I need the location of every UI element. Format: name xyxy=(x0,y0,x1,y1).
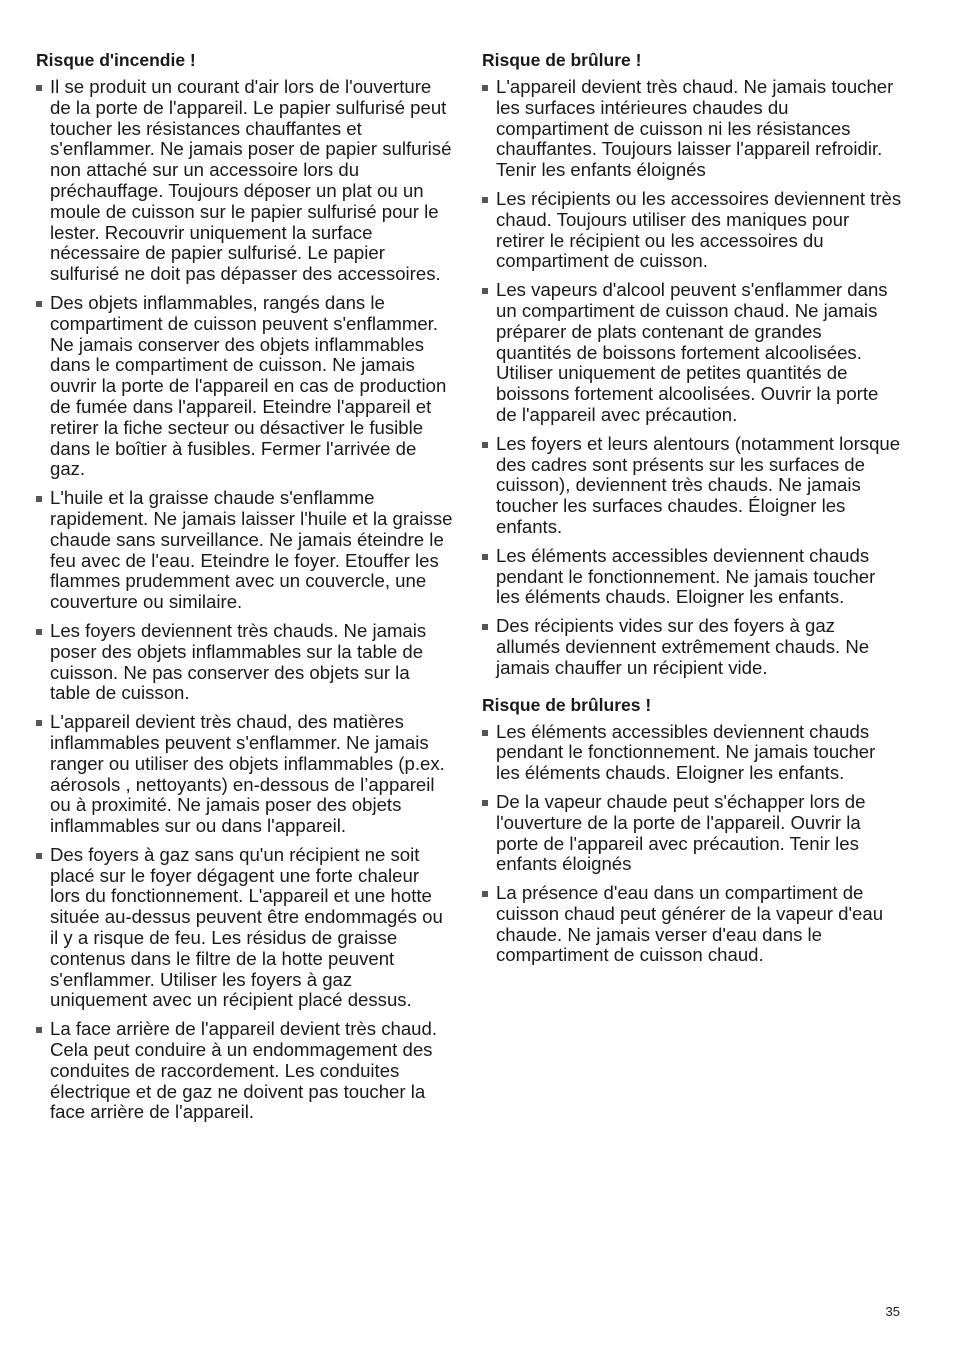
square-bullet-icon xyxy=(482,730,488,736)
right-column xyxy=(482,50,902,974)
list-item-text: Des objets inflammables, rangés dans le compartiment de cuisson peuvent s'enflammer. Ne jamais conserver des objets inflammables dans le compartiment de cuisson. Ne jamais ouvrir la porte de l'appareil en cas de production de fumée dans l'appareil. Eteindre l'appareil et retirer la fiche secteur ou désactiver le fusible dans le boîtier à fusibles. Fermer l'arrivée de gaz. xyxy=(50,291,447,480)
square-bullet-icon xyxy=(36,1027,42,1033)
list-item xyxy=(482,722,902,784)
square-bullet-icon xyxy=(36,301,42,307)
list-item-text: La présence d'eau dans un compartiment de cuisson chaud peut générer de la vapeur d'eau chaude. Ne jamais verser d'eau dans le compartiment de cuisson chaud. xyxy=(496,882,884,966)
list-item-text: L'appareil devient très chaud, des matières inflammables peuvent s'enflammer. Ne jamais ranger ou utiliser des objets inflammables (p.ex. aérosols , nettoyants) en-dessous de l’appareil ou à proximité. Ne jamais poser des objets inflammables sur ou dans l'appareil. xyxy=(50,711,445,837)
list-item xyxy=(36,488,454,613)
list-item xyxy=(482,616,902,678)
list-item-text: Des foyers à gaz sans qu'un récipient ne soit placé sur le foyer dégagent une forte chaleur lors du fonctionnement. L'appareil et une hotte située au-dessus peuvent être endommagés ou il y a risque de feu. Les résidus de graisse contenus dans le filtre de la hotte peuvent s'enflammer. Utiliser les foyers à gaz uniquement avec un récipient placé dessus. xyxy=(50,843,443,1011)
list-item xyxy=(36,621,454,704)
list-item xyxy=(36,845,454,1011)
burn-risk-list xyxy=(482,77,902,679)
list-item-text: Les vapeurs d'alcool peuvent s'enflammer dans un compartiment de cuisson chaud. Ne jamais préparer de plats contenant de grandes quantités de boissons fortement alcoolisées. Utiliser uniquement de petites quantités de boissons fortement alcoolisées. Ouvrir la porte de l'appareil avec précaution. xyxy=(496,279,888,425)
list-item xyxy=(36,712,454,837)
fire-risk-list xyxy=(36,77,454,1123)
section-heading-burn-risk: Risque de brûlure ! xyxy=(482,50,642,70)
list-item-text: La face arrière de l'appareil devient très chaud. Cela peut conduire à un endommagement des conduites de raccordement. Les conduites électrique et de gaz ne doivent pas toucher la face arrière de l'appareil. xyxy=(50,1018,438,1123)
list-item-text: Les éléments accessibles deviennent chauds pendant le fonctionnement. Ne jamais toucher les éléments chauds. Eloigner les enfants. xyxy=(496,544,876,608)
list-item-text: L'huile et la graisse chaude s'enflamme rapidement. Ne jamais laisser l'huile et la graisse chaude sans surveillance. Ne jamais éteindre le feu avec de l'eau. Eteindre le foyer. Etouffer les flammes prudemment avec un couvercle, une couverture ou similaire. xyxy=(50,487,453,613)
list-item-text: Il se produit un courant d'air lors de l'ouverture de la porte de l'appareil. Le papier sulfurisé peut toucher les résistances chauffantes et s'enflammer. Ne jamais poser de papier sulfurisé non attaché sur un accessoire lors du préchauffage. Toujours déposer un plat ou un moule de cuisson sur le papier sulfurisé pour le lester. Recouvrir uniquement la surface nécessaire de papier sulfurisé. Le papier sulfurisé ne doit pas dépasser des accessoires. xyxy=(50,76,452,285)
square-bullet-icon xyxy=(36,85,42,91)
square-bullet-icon xyxy=(482,800,488,806)
square-bullet-icon xyxy=(482,554,488,560)
square-bullet-icon xyxy=(482,197,488,203)
list-item-text: Les éléments accessibles deviennent chauds pendant le fonctionnement. Ne jamais toucher les éléments chauds. Eloigner les enfants. xyxy=(496,720,876,784)
list-item xyxy=(482,792,902,875)
list-item xyxy=(482,189,902,272)
square-bullet-icon xyxy=(482,624,488,630)
list-item xyxy=(36,293,454,480)
square-bullet-icon xyxy=(36,629,42,635)
square-bullet-icon xyxy=(36,720,42,726)
list-item xyxy=(482,280,902,426)
square-bullet-icon xyxy=(482,85,488,91)
square-bullet-icon xyxy=(482,442,488,448)
list-item xyxy=(482,77,902,181)
list-item xyxy=(36,77,454,285)
list-item-text: Les récipients ou les accessoires deviennent très chaud. Toujours utiliser des maniques pour retirer le récipient ou les accessoires du compartiment de cuisson. xyxy=(496,187,902,272)
list-item xyxy=(482,883,902,966)
left-column xyxy=(36,50,454,1131)
list-item-text: Les foyers et leurs alentours (notamment lorsque des cadres sont présents sur les surfaces de cuisson), deviennent très chauds. Ne jamais toucher les surfaces chaudes. Éloigner les enfants. xyxy=(496,432,901,537)
list-item-text: Des récipients vides sur des foyers à gaz allumés deviennent extrêmement chauds. Ne jamais chauffer un récipient vide. xyxy=(496,615,870,678)
list-item-text: Les foyers deviennent très chauds. Ne jamais poser des objets inflammables sur la table de cuisson. Ne pas conserver des objets sur la table de cuisson. xyxy=(50,619,427,704)
list-item-text: De la vapeur chaude peut s'échapper lors de l'ouverture de la porte de l'appareil. Ouvrir la porte de l'appareil avec précaution. Tenir les enfants éloignés xyxy=(496,790,866,875)
list-item xyxy=(482,434,902,538)
list-item-text: L'appareil devient très chaud. Ne jamais toucher les surfaces intérieures chaudes du compartiment de cuisson ni les résistances chauffantes. Toujours laisser l'appareil refroidir. Tenir les enfants éloignés xyxy=(496,76,894,181)
burns-risk-list xyxy=(482,722,902,967)
square-bullet-icon xyxy=(36,496,42,502)
section-heading-burns-risk: Risque de brûlures ! xyxy=(482,694,652,715)
section-heading-fire-risk: Risque d'incendie ! xyxy=(36,50,196,70)
square-bullet-icon xyxy=(36,853,42,859)
list-item xyxy=(482,546,902,608)
page-number: 35 xyxy=(885,1304,900,1319)
square-bullet-icon xyxy=(482,891,488,897)
list-item xyxy=(36,1019,454,1123)
square-bullet-icon xyxy=(482,288,488,294)
